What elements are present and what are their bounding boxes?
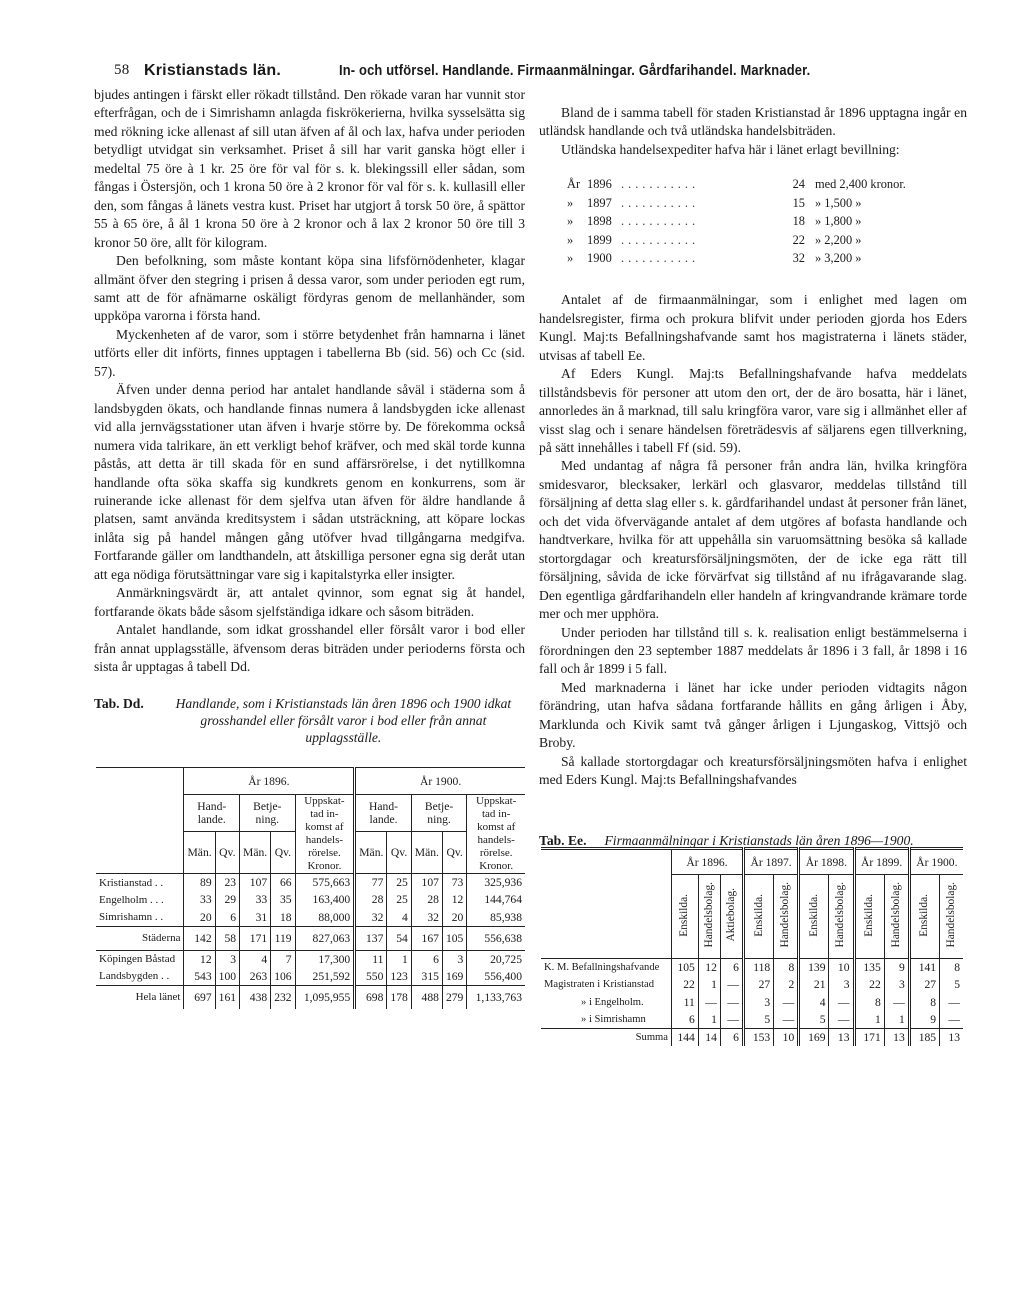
tab-dd-caption (94, 695, 525, 746)
table-cell: 25 (387, 874, 411, 892)
table-cell: 1 (854, 1011, 884, 1029)
tab-dd-year-1896: År 1896. (184, 768, 355, 795)
table-cell: 139 (799, 959, 829, 977)
table-cell: 144,764 (467, 891, 525, 909)
row-label: Summa (635, 1032, 668, 1043)
table-cell: 698 (355, 985, 387, 1009)
table-cell: 5 (743, 1011, 773, 1029)
tab-dd-title: Handlande, som i Kristianstads län åren 1896 och 1900 idkat grosshandel eller försålt varor i bod eller från annat upplagsställe. (175, 695, 512, 745)
table-cell: 100 (215, 968, 239, 986)
tab-dd-h-man: Män. (184, 831, 215, 873)
year-value: 1896 (587, 177, 612, 192)
running-head (114, 62, 934, 84)
table-cell: 107 (411, 874, 442, 892)
table-row (96, 891, 525, 909)
tab-dd-id: Tab. Dd. (94, 695, 144, 711)
table-cell: 73 (442, 874, 466, 892)
table-cell: 77 (355, 874, 387, 892)
table-cell: 1 (884, 1011, 909, 1029)
table-cell: 543 (184, 968, 215, 986)
count-value: 15 (792, 195, 805, 210)
table-cell: 1 (387, 950, 411, 968)
table-cell: 169 (799, 1029, 829, 1047)
row-label: Simrishamn . . (99, 911, 164, 923)
table-cell: 178 (387, 985, 411, 1009)
table-cell: 9 (884, 959, 909, 977)
paragraph: Utländska handelsexpediter hafva här i länet erlagt bevillning: (561, 141, 900, 157)
table-cell: 11 (355, 950, 387, 968)
tab-ee-year: År 1897. (743, 849, 798, 875)
row-label: » i Simrishamn (581, 1014, 646, 1025)
amount-text: » 1,500 » (815, 195, 862, 210)
table-cell: 123 (387, 968, 411, 986)
table-cell: 1 (698, 1011, 720, 1029)
left-column (94, 86, 525, 746)
count-value: 22 (792, 232, 805, 247)
table-cell: 14 (698, 1029, 720, 1047)
tab-dd-h-man: Män. (355, 831, 387, 873)
tab-ee-h-aktiebolag: Aktiebolag. (724, 888, 737, 942)
leader-dots: ........... (621, 232, 700, 247)
table-cell: 6 (215, 909, 239, 927)
table-cell: 23 (215, 874, 239, 892)
table-cell: 13 (884, 1029, 909, 1047)
tab-dd-year-1900: År 1900. (355, 768, 525, 795)
table-cell: 107 (240, 874, 271, 892)
paragraph: Med marknaderna i länet har icke under perioden vidtagits någon förändring, utan hafva sådana fortfarande hållits en gång årligen i Åby, Marklunda och Kivik samt två gånger årligen i Ljungaskog, Vittsjö och Broby. (539, 679, 967, 751)
tab-dd-h-man: Män. (411, 831, 442, 873)
table-cell: 153 (743, 1029, 773, 1047)
table-row (96, 968, 525, 986)
table-cell: — (829, 994, 854, 1012)
table-cell: 315 (411, 968, 442, 986)
table-cell: 1,133,763 (467, 985, 525, 1009)
table-cell: 141 (909, 959, 939, 977)
tab-dd-body (96, 874, 525, 1010)
table-row (541, 976, 963, 994)
year-list-row (567, 249, 967, 267)
paragraph: bjudes antingen i färskt eller rökadt tillstånd. Den rökade varan har vunnit stor efterfrågan, och de i Simrishamn anlagda fiskrökerierna, hvilka sysselsätta sig med rökning icke allenast af sill utan äfven af ål och lax, hafva under perioden betydligt utvidgat sin verksamhet. Priset å sill har varit ganska högt eller i medeltal 75 öre à 1 kr. 25 öre för val för s. k. blekingssill eller sådan, som fångas i Östersjön, och 1 krona 50 öre à 2 kronor för val för s. k. kullasill eller den, som fångas å länets vestra kust. Priset har utgjort å torsk 50 öre, å spättor 55 à 65 öre, å ål 1 krona 50 öre à 2 kronor och å lax 2 kronor 50 öre till 3 kronor 50 öre, allt för kilogram. (94, 87, 525, 250)
table-cell: 13 (940, 1029, 963, 1047)
table-cell: 11 (672, 994, 699, 1012)
tab-ee-body (541, 959, 963, 1047)
table-cell: 106 (271, 968, 295, 986)
table-cell: 12 (184, 950, 215, 968)
table-cell: 20,725 (467, 950, 525, 968)
table-cell: 3 (442, 950, 466, 968)
leader-dots: ........... (621, 214, 700, 229)
table-cell: 8 (940, 959, 963, 977)
count-value: 18 (792, 214, 805, 229)
paragraph: Myckenheten af de varor, som i större betydenhet från hamnarna i länet utförts eller dit införts, finnes upptagen i tabellerna Bb (sid. 56) och Cc (sid. 57). (94, 326, 525, 379)
table-cell: 12 (442, 891, 466, 909)
table-cell: 556,400 (467, 968, 525, 986)
year-value: 1898 (587, 214, 612, 229)
tab-dd-h-handlande: Hand-lande. (184, 795, 240, 832)
table-cell: 88,000 (295, 909, 355, 927)
table-row (96, 909, 525, 927)
table-cell: 697 (184, 985, 215, 1009)
table-cell: 3 (743, 994, 773, 1012)
year-prefix: » (567, 195, 574, 210)
table-cell: 35 (271, 891, 295, 909)
amount-text: » 3,200 » (815, 250, 862, 265)
bevillning-year-list (567, 175, 967, 267)
table-row (541, 959, 963, 977)
table-row (96, 874, 525, 892)
table-cell: 137 (355, 926, 387, 950)
year-value: 1900 (587, 250, 612, 265)
table-cell: — (829, 1011, 854, 1029)
paragraph: Bland de i samma tabell för staden Kristianstad år 1896 upptagna ingår en utländsk handlande och två utländska handelsbiträden. (539, 105, 967, 139)
tab-ee-h-enskilda: Enskilda. (918, 893, 931, 937)
table-cell: 325,936 (467, 874, 525, 892)
table-cell: — (698, 994, 720, 1012)
year-prefix: » (567, 232, 574, 247)
table-cell: 58 (215, 926, 239, 950)
table-cell: 827,063 (295, 926, 355, 950)
tab-dd-h-qv: Qv. (387, 831, 411, 873)
right-column (539, 104, 967, 849)
table-cell: 54 (387, 926, 411, 950)
tab-dd-h-uppskattad-1900: Uppskat-tad in-komst af handels-rörelse. Kronor. (467, 795, 525, 874)
table-cell: 105 (442, 926, 466, 950)
tab-ee-year: År 1898. (799, 849, 854, 875)
table-cell: 118 (743, 959, 773, 977)
table-cell: 10 (774, 1029, 799, 1047)
table-cell: — (720, 1011, 743, 1029)
tab-dd-h-qv: Qv. (271, 831, 295, 873)
table-cell: 3 (215, 950, 239, 968)
table-cell: 185 (909, 1029, 939, 1047)
table-cell: 6 (411, 950, 442, 968)
table-cell: — (940, 1011, 963, 1029)
tab-dd-table (96, 767, 525, 1009)
tab-dd-h-betjening: Betje-ning. (240, 795, 296, 832)
amount-text: med 2,400 kronor. (815, 177, 906, 192)
tab-dd-h-handlande-1900: Hand-lande. (355, 795, 412, 832)
year-list-row (567, 175, 967, 193)
tab-ee-corner (541, 849, 672, 959)
tab-ee-table (541, 847, 963, 1046)
table-cell: 3 (829, 976, 854, 994)
table-cell: 163,400 (295, 891, 355, 909)
table-cell: 33 (240, 891, 271, 909)
tab-ee-h-handelsbolag: Handelsbolag. (702, 882, 715, 948)
table-cell: 32 (411, 909, 442, 927)
tab-ee-h-handelsbolag: Handelsbolag. (889, 882, 902, 948)
table-cell: 135 (854, 959, 884, 977)
table-cell: 232 (271, 985, 295, 1009)
amount-text: » 1,800 » (815, 214, 862, 229)
table-row (96, 950, 525, 968)
table-cell: — (774, 1011, 799, 1029)
tab-dd-h-uppskattad: Uppskat-tad in-komst af handels-rörelse. Kronor. (295, 795, 355, 874)
table-cell: 85,938 (467, 909, 525, 927)
table-cell: 7 (271, 950, 295, 968)
table-cell: 6 (672, 1011, 699, 1029)
table-cell: 144 (672, 1029, 699, 1047)
table-cell: 27 (743, 976, 773, 994)
paragraph: Af Eders Kungl. Maj:ts Befallningshafvande hafva meddelats tillståndsbevis för personer att utom den ort, der de äro bosatta, här i länet, annorledes än å marknad, till salu kringföra varor, vare sig i allmänhet eller af visst slag och i senare händelsen företrädesvis af säljarens egen tillverkning, på sätt innehålles i tabell Ff (sid. 59). (539, 366, 967, 456)
table-cell: 20 (184, 909, 215, 927)
table-cell: 169 (442, 968, 466, 986)
table-cell: 488 (411, 985, 442, 1009)
table-cell: 8 (909, 994, 939, 1012)
table-cell: 8 (774, 959, 799, 977)
year-prefix: » (567, 214, 574, 229)
tab-ee-year: År 1896. (672, 849, 744, 875)
table-cell: 119 (271, 926, 295, 950)
table-cell: 5 (799, 1011, 829, 1029)
amount-text: » 2,200 » (815, 232, 862, 247)
tab-ee-h-handelsbolag: Handelsbolag. (945, 882, 958, 948)
tab-ee-h-handelsbolag: Handelsbolag. (779, 882, 792, 948)
paragraph: Äfven under denna period har antalet handlande såväl i städerna som å landsbygden ökats, och handlande finnas numera å landsbygden icke allenast vid alla jernvägsstationer utan äfven i hvarje större by. De förekomma också numera vida talrikare, än ett verkligt behof kräfver, och med skäl torde kunna påstås, att detta är till skada för en sund affärsrörelse, i det nytillkomna handlande ofta söka skaffa sig kundkrets genom en konkurrens, som är ruinerande icke allenast för dem sjelfva utan äfven för äldre handlande å platsen, samt använda kreditsystem i sådan utsträckning, att köpare lockas inlåta sig på handel mången gång utöfver hvad tillgångarna medgifva. Fortfarande gäller om landthandeln, att åtskilliga personer egna sig deråt utan att ega nödiga förutsättningar vare sig i kapitalstyrka eller insigter. (94, 382, 525, 582)
year-value: 1897 (587, 195, 612, 210)
paragraph: Antalet af de firmaanmälningar, som i enlighet med lagen om handelsregister, firma och prokura blifvit under perioden gjorda hos Eders Kungl. Maj:ts Befallningshafvande samt hos magistraterna i länets städer, utvisas af tabell Ee. (539, 292, 967, 363)
paragraph: Under perioden har tillstånd till s. k. realisation enligt bestämmelserna i förordningen den 23 september 1887 meddelats år 1896 i 3 fall, år 1898 i 16 fall och år 1899 i 5 fall. (539, 624, 967, 677)
table-cell: 89 (184, 874, 215, 892)
tab-dd-h-betjening-1900: Betje-ning. (411, 795, 467, 832)
table-row (96, 985, 525, 1009)
row-label: Köpingen Båstad (99, 953, 176, 965)
table-cell: 13 (829, 1029, 854, 1047)
tab-dd-h-man: Män. (240, 831, 271, 873)
table-cell: 9 (909, 1011, 939, 1029)
table-cell: — (774, 994, 799, 1012)
tab-dd-h-qv: Qv. (442, 831, 466, 873)
year-prefix: » (567, 250, 574, 265)
table-cell: — (720, 976, 743, 994)
table-row (541, 1029, 963, 1047)
table-cell: 3 (884, 976, 909, 994)
running-head-topics: In- och utförsel. Handlande. Firmaanmälningar. Gårdfarihandel. Marknader. (339, 62, 811, 79)
table-cell: 20 (442, 909, 466, 927)
table-cell: 4 (799, 994, 829, 1012)
table-cell: 4 (387, 909, 411, 927)
year-list-row (567, 194, 967, 212)
table-cell: 18 (271, 909, 295, 927)
table-cell: 33 (184, 891, 215, 909)
paragraph: Med undantag af några få personer från andra län, hvilka kringföra smidesvaror, blecksaker, lerkärl och glasvaror, meddelas tillstånd till försäljning af detta slag eller s. k. gårdfarihandel undast åt personer från länet, och det vida öfvervägande antalet af dem utgöres af bofasta handlande och handtverkare, hvilka för att uppehålla sin varuomsättning besöka så kallade stortorgdagar och kreatursförsäljningsmöten, der de icke ega rätt till försäljning, såvida de icke förvärfvat sig tillstånd af nu ifrågavarande slag. Den egentliga gårdfarihandeln eller handeln af kringvandrande krämare torde mer och mer upphöra. (539, 458, 967, 622)
paragraph: Den befolkning, som måste kontant köpa sina lifsförnödenheter, klagar allmänt öfver den stegring i prisen å dessa varor, som under perioden egt rum, samt att de för afnämarne oskäligt fördyras genom de mellanhänder, som uppköpa varorna i första hand. (94, 253, 525, 324)
table-cell: 171 (240, 926, 271, 950)
table-cell: 27 (909, 976, 939, 994)
tab-dd-h-qv: Qv. (215, 831, 239, 873)
table-cell: 31 (240, 909, 271, 927)
table-cell: 575,663 (295, 874, 355, 892)
year-list-row (567, 212, 967, 230)
paragraph: Antalet handlande, som idkat grosshandel eller försålt varor i bod eller från annat upplagsställe, äfvensom deras biträden under perioderns första och sista år upptagas å tabell Dd. (94, 622, 525, 675)
table-cell: 1,095,955 (295, 985, 355, 1009)
table-cell: 2 (774, 976, 799, 994)
table-cell: 6 (720, 1029, 743, 1047)
table-cell: — (720, 994, 743, 1012)
table-cell: 1 (698, 976, 720, 994)
table-cell: 167 (411, 926, 442, 950)
table-cell: 66 (271, 874, 295, 892)
table-cell: 105 (672, 959, 699, 977)
row-label: Landsbygden . . (99, 970, 170, 982)
table-row (96, 926, 525, 950)
paragraph: Anmärkningsvärdt är, att antalet qvinnor, som egnat sig åt handel, fortfarande ökats både såsom sjelfständiga idkare och såsom biträden. (94, 585, 525, 619)
table-cell: 21 (799, 976, 829, 994)
tab-ee-h-enskilda: Enskilda. (807, 893, 820, 937)
leader-dots: ........... (621, 195, 700, 210)
year-value: 1899 (587, 232, 612, 247)
tab-ee-title: Firmaanmälningar i Kristianstads län åren 1896—1900. (604, 832, 914, 848)
table-cell: 161 (215, 985, 239, 1009)
table-cell: 17,300 (295, 950, 355, 968)
table-cell: 32 (355, 909, 387, 927)
paragraph: Så kallade stortorgdagar och kreatursförsäljningsmöten hafva i enlighet med Eders Kungl. Maj:ts Befallningshafvandes (539, 753, 967, 788)
table-cell: — (940, 994, 963, 1012)
tab-ee-h-enskilda: Enskilda. (863, 893, 876, 937)
table-cell: 10 (829, 959, 854, 977)
table-cell: 8 (854, 994, 884, 1012)
table-cell: 29 (215, 891, 239, 909)
count-value: 32 (792, 250, 805, 265)
count-value: 24 (792, 177, 805, 192)
row-label: Hela länet (135, 991, 181, 1004)
table-cell: — (884, 994, 909, 1012)
table-cell: 550 (355, 968, 387, 986)
table-cell: 22 (854, 976, 884, 994)
tab-dd-corner (96, 768, 184, 874)
tab-ee-h-enskilda: Enskilda. (752, 893, 765, 937)
table-cell: 142 (184, 926, 215, 950)
row-label: K. M. Befallningshafvande (544, 962, 660, 973)
table-cell: 28 (355, 891, 387, 909)
table-cell: 12 (698, 959, 720, 977)
year-list-row (567, 231, 967, 249)
table-cell: 556,638 (467, 926, 525, 950)
row-label: » i Engelholm. (581, 996, 644, 1008)
row-label: Engelholm . . . (99, 893, 164, 906)
row-label: Kristianstad . . (99, 876, 164, 889)
year-prefix: År (567, 177, 581, 192)
row-label: Magistraten i Kristianstad (544, 979, 655, 991)
leader-dots: ........... (621, 177, 700, 192)
table-cell: 28 (411, 891, 442, 909)
tab-ee-year: År 1899. (854, 849, 909, 875)
table-cell: 263 (240, 968, 271, 986)
row-label: Städerna (142, 932, 181, 944)
table-cell: 6 (720, 959, 743, 977)
tab-ee-h-handelsbolag: Handelsbolag. (834, 882, 847, 948)
tab-ee-id: Tab. Ee. (539, 832, 587, 848)
table-cell: 279 (442, 985, 466, 1009)
table-cell: 22 (672, 976, 699, 994)
table-cell: 171 (854, 1029, 884, 1047)
page-number: 58 (114, 62, 130, 78)
tab-ee-h-enskilda: Enskilda. (678, 893, 691, 937)
table-cell: 251,592 (295, 968, 355, 986)
leader-dots: ........... (621, 250, 700, 265)
table-cell: 5 (940, 976, 963, 994)
tab-ee-year: År 1900. (909, 849, 963, 875)
table-row (541, 1011, 963, 1029)
table-row (541, 994, 963, 1012)
table-cell: 25 (387, 891, 411, 909)
table-cell: 438 (240, 985, 271, 1009)
table-cell: 4 (240, 950, 271, 968)
running-head-county: Kristianstads län. (144, 62, 281, 79)
